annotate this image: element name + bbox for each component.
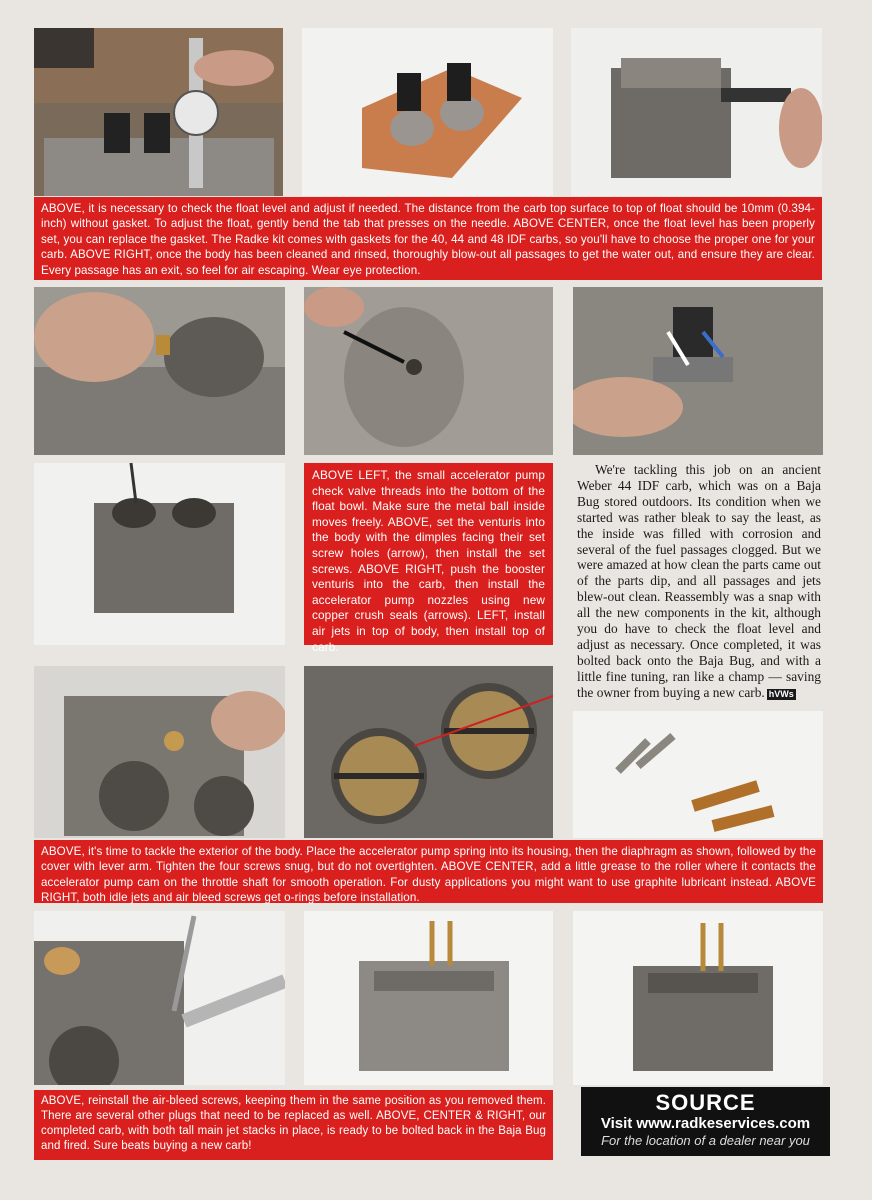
photo-blow-out-passages xyxy=(571,28,822,196)
photo-check-valve xyxy=(34,287,285,455)
photo-completed-carb-front xyxy=(304,911,553,1085)
photo-completed-carb-angle xyxy=(573,911,823,1085)
photo-float-level-caliper xyxy=(34,28,283,196)
caption-row-4: ABOVE, reinstall the air-bleed screws, keeping them in the same position as you removed them. There are several other plugs that need to be replaced as well. ABOVE, CENTER & RIGHT, our completed carb, with both tall main jet stacks in place, is ready to be bolted back in the Baja Bug and fired. Sure beats buying a new carb! xyxy=(34,1090,553,1160)
photo-booster-venturis xyxy=(573,287,823,455)
caption-row-3: ABOVE, it's time to tackle the exterior of the body. Place the accelerator pump spring into its housing, then the diaphragm as shown, followed by the cover with lever arm. Tighten the four screws snug, but do not overtighten. ABOVE CENTER, add a little grease to the roller where it contacts the accelerator pump cam on the throttle shaft for smooth operation. For dusty applications you might want to use graphite lubricant instead. ABOVE RIGHT, both idle jets and air bleed screws get o-rings before installation. xyxy=(34,840,823,903)
article-body: We're tackling this job on an ancient Weber 44 IDF carb, which was on a Baja Bug stored outdoors. Its condition when we started was rather bleak to say the least, as the inside was filled with corrosion and several of the fuel passages clogged. But we were amazed at how clean the parts came out of the parts dip, and all passages and jets blew-out clean. Reassembly was a snap with all the new components in the kit, although you do have to check the float level and adjust as necessary. Once completed, it was bolted back onto the Baja Bug, and with a little fine tuning, ran like a champ — saving the owner from buying a new carb. hVWs xyxy=(577,462,821,700)
photo-assembled-carb-top xyxy=(34,463,285,645)
photo-accelerator-pump xyxy=(34,666,285,838)
source-note: For the location of a dealer near you xyxy=(601,1133,810,1148)
caption-row-2: ABOVE LEFT, the small accelerator pump check valve threads into the bottom of the float bowl. Make sure the metal ball inside moves freely. ABOVE, set the venturis into the body with the dimples facing their set screw holes (arrow), then install the set screws. ABOVE RIGHT, push the booster venturis into the carb, then install the accelerator pump nozzles using new copper crush seals (arrows). LEFT, install air jets in top of body, then install top of carb. xyxy=(304,463,553,645)
photo-air-bleed-wrench xyxy=(34,911,285,1085)
source-url[interactable]: Visit www.radkeservices.com xyxy=(600,1115,811,1132)
source-title: SOURCE xyxy=(655,1090,756,1115)
end-mark: hVWs xyxy=(768,688,794,699)
caption-row-1: ABOVE, it is necessary to check the float level and adjust if needed. The distance from the carb top surface to top of float should be 10mm (0.394-inch) without gasket. To adjust the float, gently bend the tab that presses on the needle. ABOVE CENTER, once the float level has been properly set, you can replace the gasket. The Radke kit comes with gaskets for the 40, 44 and 48 IDF carbs, so you'll have to choose the proper one for your carb. ABOVE RIGHT, once the body has been cleaned and rinsed, thoroughly blow-out all passages to get the water out, and ensure they are clear. Every passage has an exit, so feel for air escaping. Wear eye protection. xyxy=(34,197,822,280)
photo-gasket xyxy=(302,28,553,196)
photo-jets-and-screws xyxy=(573,711,823,838)
photo-venturi-set-screw xyxy=(304,287,553,455)
source-box xyxy=(581,1087,830,1156)
photo-throttle-plates xyxy=(304,666,553,838)
